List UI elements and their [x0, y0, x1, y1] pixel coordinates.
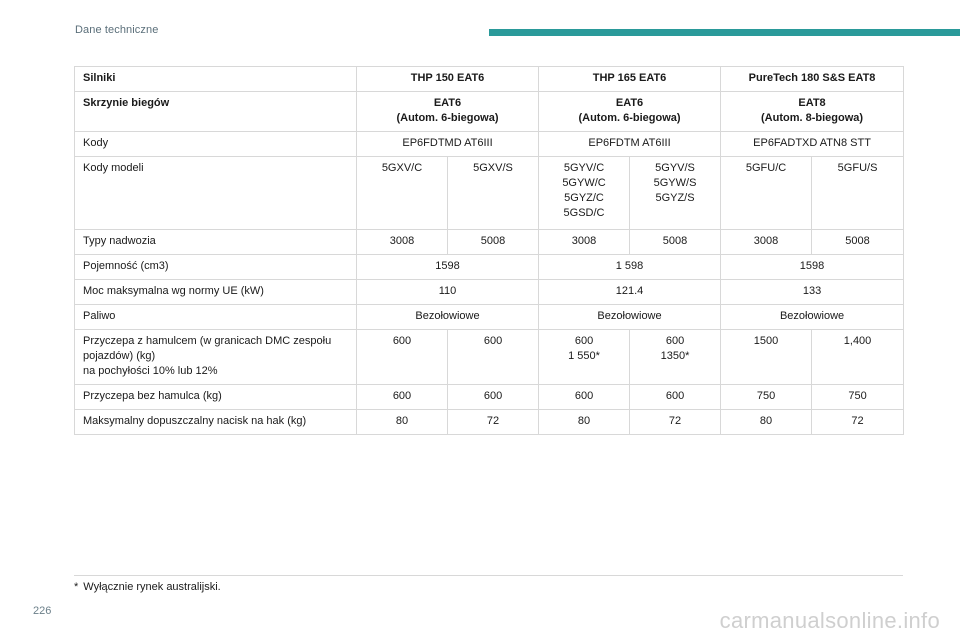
nose-weight-6: 72: [812, 410, 904, 435]
spec-table: [74, 66, 904, 435]
codes-label: Kody: [75, 132, 357, 157]
capacity-2: 1 598: [539, 255, 721, 280]
capacity-label: Pojemność (cm3): [75, 255, 357, 280]
engine-2: THP 165 EAT6: [539, 67, 721, 92]
footnote-mark: *: [74, 581, 79, 593]
row-fuel: [75, 305, 904, 330]
section-title: Dane techniczne: [75, 24, 159, 36]
engine-3: PureTech 180 S&S EAT8: [721, 67, 904, 92]
row-capacity: [75, 255, 904, 280]
nose-weight-label: Maksymalny dopuszczalny nacisk na hak (kg): [75, 410, 357, 435]
model-code-2: 5GXV/S: [448, 157, 539, 230]
row-braked-trailer: [75, 330, 904, 385]
unbraked-trailer-2: 600: [448, 385, 539, 410]
model-code-1: 5GXV/C: [357, 157, 448, 230]
unbraked-trailer-6: 750: [812, 385, 904, 410]
braked-trailer-label: Przyczepa z hamulcem (w granicach DMC zespołu pojazdów) (kg) na pochyłości 10% lub 12%: [75, 330, 357, 385]
model-code-4: 5GYV/S 5GYW/S 5GYZ/S: [630, 157, 721, 230]
power-1: 110: [357, 280, 539, 305]
braked-trailer-2: 600: [448, 330, 539, 385]
gearbox-1: EAT6 (Autom. 6-biegowa): [357, 92, 539, 132]
braked-trailer-1: 600: [357, 330, 448, 385]
gearbox-2: EAT6 (Autom. 6-biegowa): [539, 92, 721, 132]
fuel-3: Bezołowiowe: [721, 305, 904, 330]
gearbox-3: EAT8 (Autom. 8-biegowa): [721, 92, 904, 132]
capacity-3: 1598: [721, 255, 904, 280]
nose-weight-4: 72: [630, 410, 721, 435]
nose-weight-5: 80: [721, 410, 812, 435]
fuel-1: Bezołowiowe: [357, 305, 539, 330]
unbraked-trailer-label: Przyczepa bez hamulca (kg): [75, 385, 357, 410]
code-3: EP6FADTXD ATN8 STT: [721, 132, 904, 157]
braked-trailer-4: 600 1350*: [630, 330, 721, 385]
body-type-5: 3008: [721, 230, 812, 255]
row-codes: [75, 132, 904, 157]
unbraked-trailer-4: 600: [630, 385, 721, 410]
page-number: 226: [33, 605, 52, 617]
engines-label: Silniki: [75, 67, 357, 92]
row-power: [75, 280, 904, 305]
braked-trailer-5: 1500: [721, 330, 812, 385]
body-type-4: 5008: [630, 230, 721, 255]
body-type-1: 3008: [357, 230, 448, 255]
code-2: EP6FDTM AT6III: [539, 132, 721, 157]
row-body-types: [75, 230, 904, 255]
footnote: [74, 581, 221, 593]
row-nose-weight: [75, 410, 904, 435]
capacity-1: 1598: [357, 255, 539, 280]
row-gearboxes: [75, 92, 904, 132]
power-3: 133: [721, 280, 904, 305]
model-code-3: 5GYV/C 5GYW/C 5GYZ/C 5GSD/C: [539, 157, 630, 230]
accent-bar: [489, 29, 960, 36]
fuel-2: Bezołowiowe: [539, 305, 721, 330]
nose-weight-1: 80: [357, 410, 448, 435]
model-code-5: 5GFU/C: [721, 157, 812, 230]
fuel-label: Paliwo: [75, 305, 357, 330]
unbraked-trailer-1: 600: [357, 385, 448, 410]
model-code-6: 5GFU/S: [812, 157, 904, 230]
watermark: carmanualsonline.info: [719, 608, 940, 633]
gearboxes-label: Skrzynie biegów: [75, 92, 357, 132]
body-type-3: 3008: [539, 230, 630, 255]
row-model-codes: [75, 157, 904, 230]
braked-trailer-3: 600 1 550*: [539, 330, 630, 385]
body-type-2: 5008: [448, 230, 539, 255]
row-unbraked-trailer: [75, 385, 904, 410]
footnote-text: Wyłącznie rynek australijski.: [83, 581, 221, 593]
unbraked-trailer-3: 600: [539, 385, 630, 410]
model-codes-label: Kody modeli: [75, 157, 357, 230]
braked-trailer-6: 1,400: [812, 330, 904, 385]
code-1: EP6FDTMD AT6III: [357, 132, 539, 157]
body-types-label: Typy nadwozia: [75, 230, 357, 255]
power-label: Moc maksymalna wg normy UE (kW): [75, 280, 357, 305]
row-engines: [75, 67, 904, 92]
nose-weight-3: 80: [539, 410, 630, 435]
nose-weight-2: 72: [448, 410, 539, 435]
power-2: 121.4: [539, 280, 721, 305]
engine-1: THP 150 EAT6: [357, 67, 539, 92]
unbraked-trailer-5: 750: [721, 385, 812, 410]
footnote-divider: [74, 575, 903, 576]
body-type-6: 5008: [812, 230, 904, 255]
